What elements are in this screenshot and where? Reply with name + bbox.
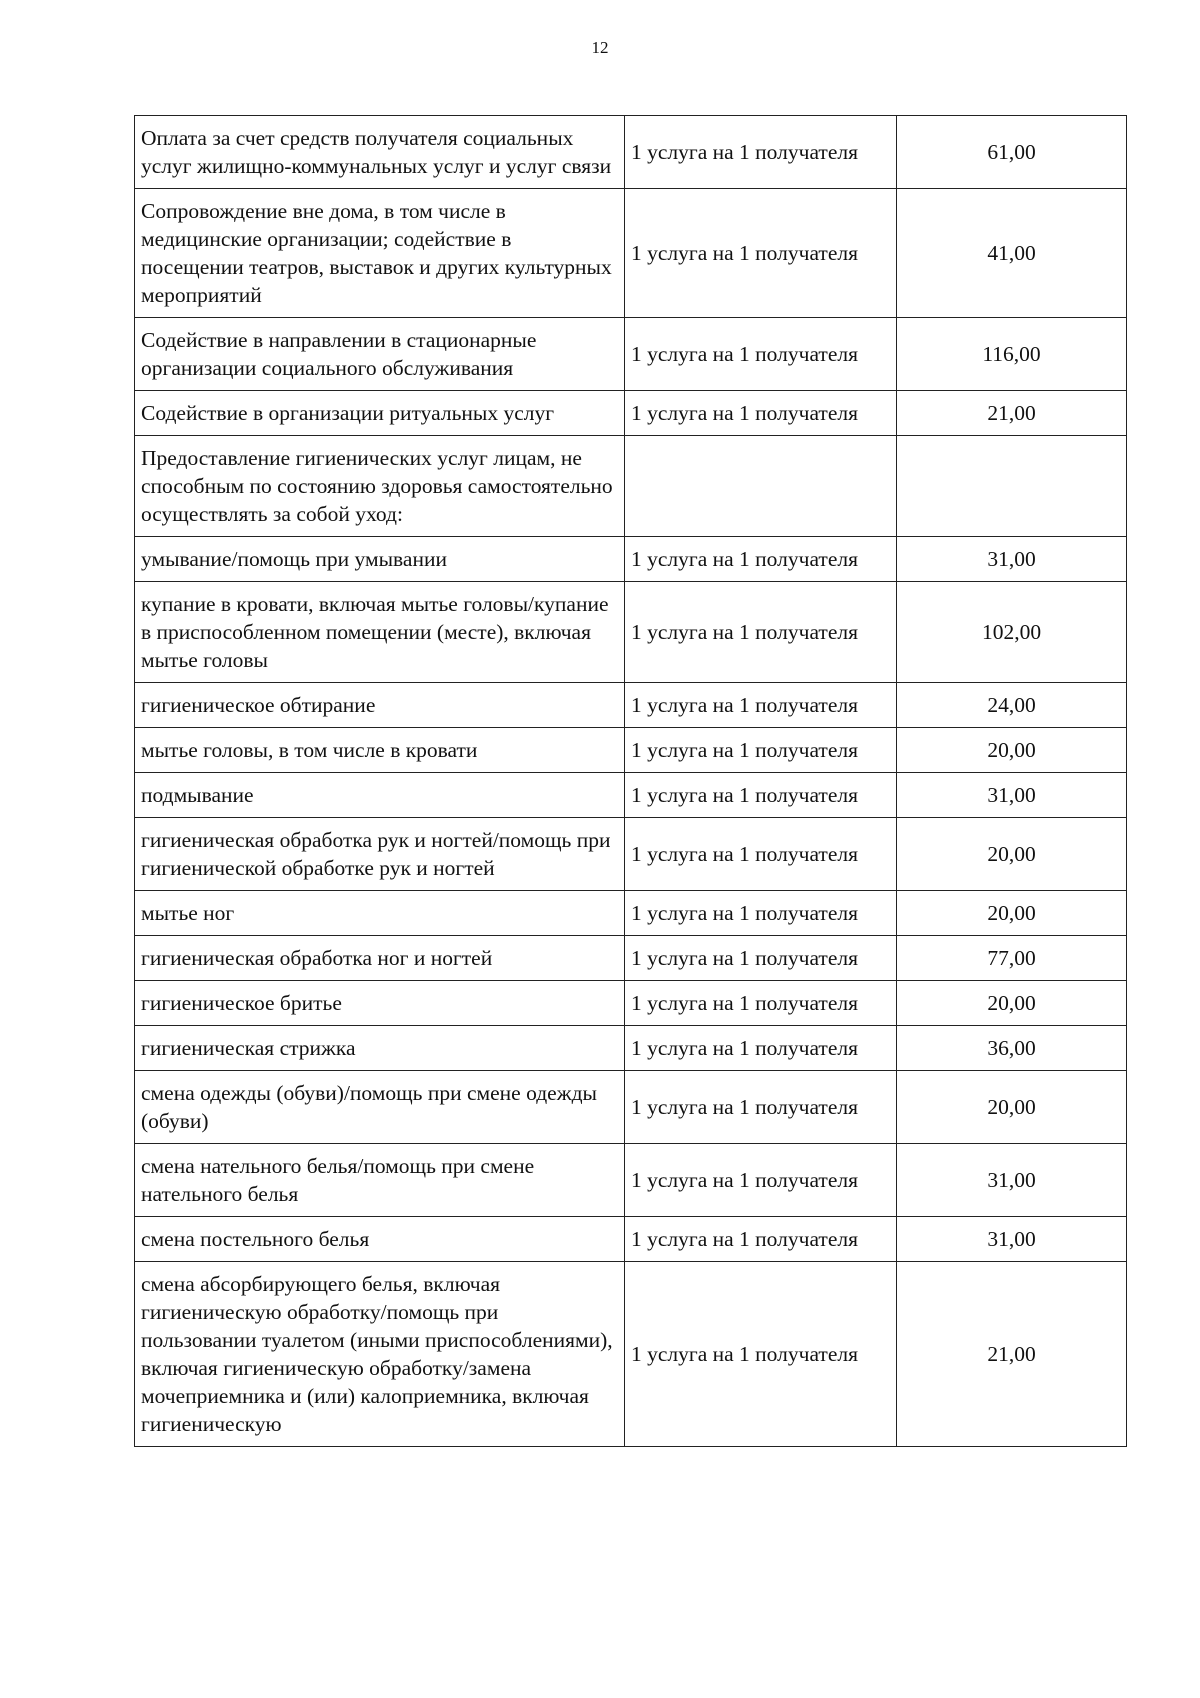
services-price-table <box>134 115 1127 1447</box>
table-row <box>135 818 1127 891</box>
table-row <box>135 582 1127 683</box>
price-cell: 31,00 <box>897 773 1127 818</box>
service-name-cell: мытье ног <box>135 891 625 936</box>
table-row <box>135 189 1127 318</box>
unit-cell: 1 услуга на 1 получателя <box>625 189 897 318</box>
service-name-cell: гигиеническая обработка ног и ногтей <box>135 936 625 981</box>
service-name-cell: смена одежды (обуви)/помощь при смене одежды (обуви) <box>135 1071 625 1144</box>
table-row <box>135 683 1127 728</box>
unit-cell: 1 услуга на 1 получателя <box>625 936 897 981</box>
price-cell: 102,00 <box>897 582 1127 683</box>
service-name-cell: смена постельного белья <box>135 1217 625 1262</box>
price-cell: 20,00 <box>897 981 1127 1026</box>
unit-cell <box>625 436 897 537</box>
unit-cell: 1 услуга на 1 получателя <box>625 1026 897 1071</box>
service-name-cell: Оплата за счет средств получателя социальных услуг жилищно-коммунальных услуг и услуг связи <box>135 116 625 189</box>
unit-cell: 1 услуга на 1 получателя <box>625 891 897 936</box>
unit-cell: 1 услуга на 1 получателя <box>625 116 897 189</box>
unit-cell: 1 услуга на 1 получателя <box>625 1144 897 1217</box>
unit-cell: 1 услуга на 1 получателя <box>625 728 897 773</box>
unit-cell: 1 услуга на 1 получателя <box>625 773 897 818</box>
service-name-cell: мытье головы, в том числе в кровати <box>135 728 625 773</box>
unit-cell: 1 услуга на 1 получателя <box>625 1217 897 1262</box>
table-row <box>135 773 1127 818</box>
price-cell: 31,00 <box>897 1217 1127 1262</box>
price-cell: 20,00 <box>897 818 1127 891</box>
price-cell: 20,00 <box>897 728 1127 773</box>
table-row <box>135 981 1127 1026</box>
service-name-cell: подмывание <box>135 773 625 818</box>
table-row <box>135 936 1127 981</box>
table-row <box>135 728 1127 773</box>
price-cell: 61,00 <box>897 116 1127 189</box>
unit-cell: 1 услуга на 1 получателя <box>625 318 897 391</box>
table-row <box>135 436 1127 537</box>
unit-cell: 1 услуга на 1 получателя <box>625 981 897 1026</box>
service-name-cell: смена абсорбирующего белья, включая гигиеническую обработку/помощь при пользовании туалетом (иными приспособлениями), включая гигиеническую обработку/замена мочеприемника и (или) калоприемника, включая гигиеническую <box>135 1262 625 1447</box>
service-name-cell: смена нательного белья/помощь при смене нательного белья <box>135 1144 625 1217</box>
table-row <box>135 318 1127 391</box>
price-cell: 21,00 <box>897 1262 1127 1447</box>
service-name-cell: гигиеническое обтирание <box>135 683 625 728</box>
price-cell: 36,00 <box>897 1026 1127 1071</box>
table-row <box>135 1217 1127 1262</box>
service-name-cell: гигиеническая стрижка <box>135 1026 625 1071</box>
unit-cell: 1 услуга на 1 получателя <box>625 683 897 728</box>
unit-cell: 1 услуга на 1 получателя <box>625 1071 897 1144</box>
price-cell: 116,00 <box>897 318 1127 391</box>
service-name-cell: гигиеническая обработка рук и ногтей/помощь при гигиенической обработке рук и ногтей <box>135 818 625 891</box>
table-row <box>135 116 1127 189</box>
service-name-cell: умывание/помощь при умывании <box>135 537 625 582</box>
table-row <box>135 1071 1127 1144</box>
unit-cell: 1 услуга на 1 получателя <box>625 1262 897 1447</box>
table-row <box>135 1144 1127 1217</box>
service-name-cell: Содействие в организации ритуальных услуг <box>135 391 625 436</box>
table-body <box>135 116 1127 1447</box>
price-cell: 41,00 <box>897 189 1127 318</box>
table-row <box>135 1262 1127 1447</box>
price-cell <box>897 436 1127 537</box>
table-row <box>135 391 1127 436</box>
price-cell: 20,00 <box>897 891 1127 936</box>
page-number: 12 <box>591 38 609 57</box>
service-name-cell: Содействие в направлении в стационарные организации социального обслуживания <box>135 318 625 391</box>
price-cell: 24,00 <box>897 683 1127 728</box>
price-cell: 21,00 <box>897 391 1127 436</box>
service-name-cell: гигиеническое бритье <box>135 981 625 1026</box>
service-name-cell: Предоставление гигиенических услуг лицам, не способным по состоянию здоровья самостоятельно осуществлять за собой уход: <box>135 436 625 537</box>
price-cell: 20,00 <box>897 1071 1127 1144</box>
service-name-cell: купание в кровати, включая мытье головы/купание в приспособленном помещении (месте), включая мытье головы <box>135 582 625 683</box>
unit-cell: 1 услуга на 1 получателя <box>625 537 897 582</box>
unit-cell: 1 услуга на 1 получателя <box>625 818 897 891</box>
unit-cell: 1 услуга на 1 получателя <box>625 582 897 683</box>
unit-cell: 1 услуга на 1 получателя <box>625 391 897 436</box>
price-cell: 31,00 <box>897 537 1127 582</box>
table-row <box>135 1026 1127 1071</box>
price-cell: 31,00 <box>897 1144 1127 1217</box>
table-row <box>135 891 1127 936</box>
table-row <box>135 537 1127 582</box>
service-name-cell: Сопровождение вне дома, в том числе в медицинские организации; содействие в посещении театров, выставок и других культурных мероприятий <box>135 189 625 318</box>
price-cell: 77,00 <box>897 936 1127 981</box>
